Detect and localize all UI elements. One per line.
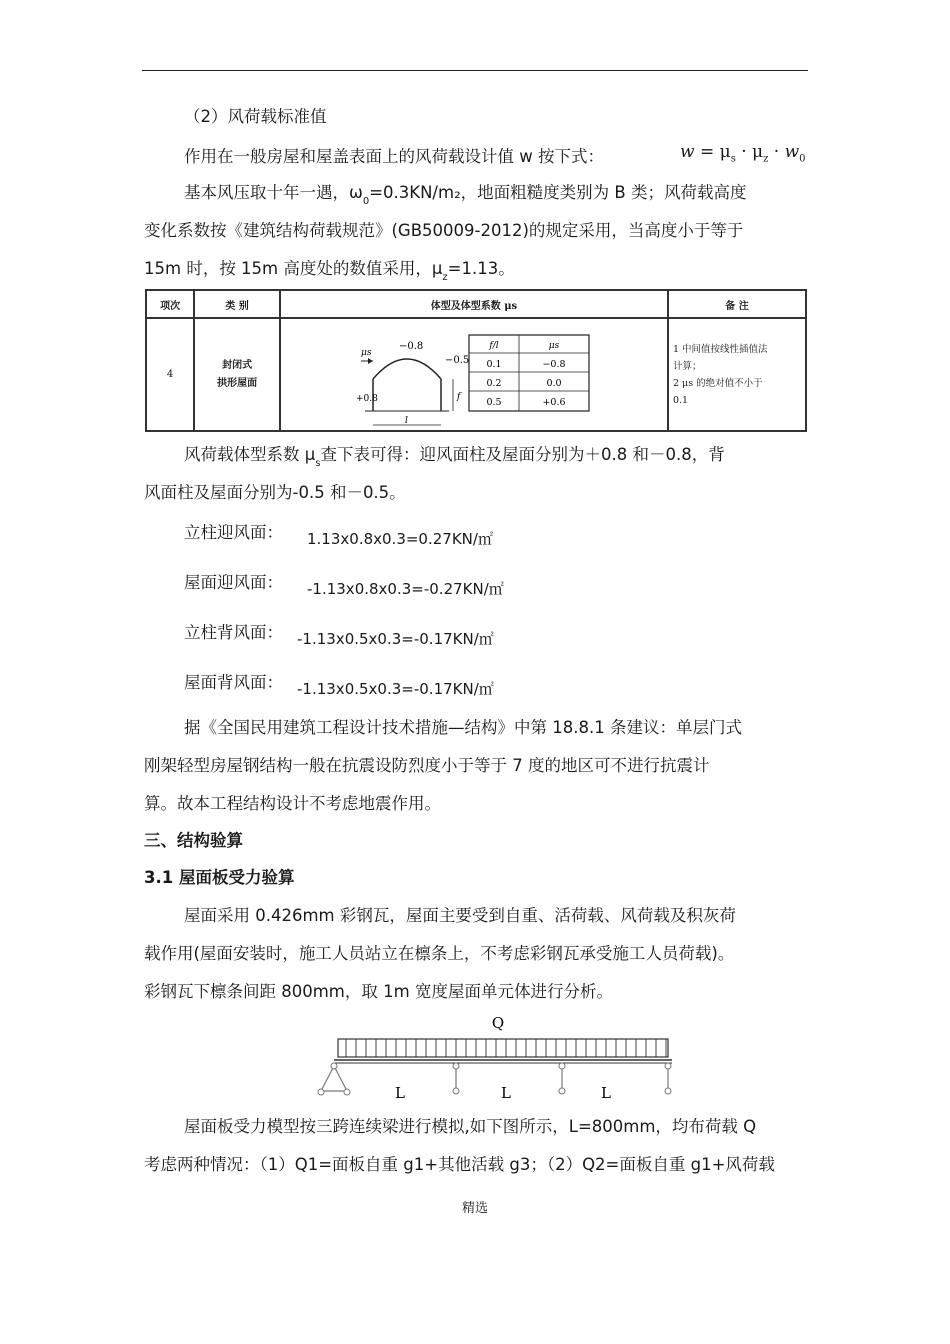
continuous-beam-diagram [300,1008,700,1118]
pin-support [321,1066,347,1091]
table-cell-diagram [280,318,668,431]
paragraph-roof-line3: 彩钢瓦下檩条间距 800mm，取 1m 宽度屋面单元体进行分析。 [144,982,613,1001]
table-header-notes: 备 注 [668,290,806,318]
paragraph-seismic-line2: 刚架轻型房屋钢结构一般在抗震设防烈度小于等于 7 度的地区可不进行抗震计 [144,756,710,775]
shape-coefficient-table [145,289,807,431]
table-cell-index: 4 [146,318,194,431]
wind-load-formula: $w = \mu_s \cdot \mu_z \cdot w_0$ [680,142,806,165]
diagram-left-coefficient: +0.8 [355,394,378,404]
span-label: L [601,1084,611,1102]
paragraph-basic-pressure-line3: 15m 时，按 15m 高度处的数值采用，$\mu_z=1.13$。 [144,259,515,283]
subtable-header-fl: f/l [489,341,499,351]
subtable-cell: −0.8 [542,359,566,370]
header-rule [142,70,808,71]
calc-label: 立柱背风面： [184,623,283,642]
subsection-heading: 3.1 屋面板受力验算 [144,868,295,887]
load-hatching [346,1039,666,1057]
subtable-cell: +0.6 [542,397,566,408]
table-cell-notes: 1 中间值按线性插值法 计算； 2 μs 的绝对值不小于 0.1 [668,318,806,431]
paragraph-seismic-line3: 算。故本工程结构设计不考虑地震作用。 [144,794,441,813]
arch-roof-diagram [281,319,667,427]
paragraph-roof-line1: 屋面采用 0.426mm 彩钢瓦，屋面主要受到自重、活荷载、风荷载及积灰荷 [184,906,736,925]
paragraph-seismic-line1: 据《全国民用建筑工程设计技术措施—结构》中第 18.8.1 条建议：单层门式 [184,718,742,737]
diagram-mu-label: μs [360,348,372,358]
table-header-category: 类 别 [194,290,280,318]
subtable-cell: 0.5 [486,397,502,408]
table-cell-category: 封闭式 拱形屋面 [194,318,280,431]
calc-value: -1.13x0.5x0.3=-0.17KN/㎡ [297,680,494,698]
paragraph-basic-pressure-line2: 变化系数按《建筑结构荷载规范》(GB50009-2012)的规定采用，当高度小于等于 [144,221,744,240]
paragraph-shape-coefficient-line2: 风面柱及屋面分别为-0.5 和－0.5。 [144,483,406,502]
table-header-shape: 体型及体型系数 μs [280,290,668,318]
diagram-l-label: l [404,416,408,426]
diagram-right-coefficient: −0.5 [444,355,470,366]
calc-label: 屋面背风面： [184,673,283,692]
section-heading: 三、结构验算 [144,831,243,850]
subsection-title: （2）风荷载标准值 [184,107,327,126]
calc-value: -1.13x0.8x0.3=-0.27KN/㎡ [307,580,504,598]
page-footer: 精选 [461,1201,488,1216]
calc-value: -1.13x0.5x0.3=-0.17KN/㎡ [297,630,494,648]
subtable-cell: 0.0 [546,378,562,389]
table-header-index: 项次 [146,290,194,318]
paragraph-shape-coefficient-line1: 风荷载体型系数 $\mu_s$查下表可得：迎风面柱及屋面分别为＋0.8 和－0.8，背 [184,445,725,469]
calc-label: 立柱迎风面： [184,523,283,542]
subtable-header-mu: μs [548,341,560,351]
subtable-cell: 0.1 [486,359,502,370]
span-label: L [395,1084,405,1102]
diagram-top-coefficient: −0.8 [398,341,424,352]
paragraph-roof-line2: 载作用(屋面安装时，施工人员站立在檩条上，不考虑彩钢瓦承受施工人员荷载)。 [144,944,735,963]
calc-label: 屋面迎风面： [184,573,283,592]
paragraph-model-line1: 屋面板受力模型按三跨连续梁进行模拟,如下图所示，L=800mm，均布荷载 Q [184,1117,757,1136]
paragraph-formula-intro: 作用在一般房屋和屋盖表面上的风荷载设计值 w 按下式： [184,147,604,166]
paragraph-basic-pressure-line1: 基本风压取十年一遇，$\omega_0=0.3KN/m_2$，地面粗糙度类别为 B 类；风荷载高度 [184,183,747,207]
paragraph-model-line2: 考虑两种情况：（1）Q1=面板自重 g1+其他活载 g3；（2）Q2=面板自重 g1+风荷载 [144,1155,775,1174]
load-label: Q [491,1014,505,1032]
diagram-f-label: f [456,392,461,402]
subtable-cell: 0.2 [486,378,502,389]
span-label: L [501,1084,511,1102]
calc-value: 1.13x0.8x0.3=0.27KN/㎡ [307,530,493,548]
